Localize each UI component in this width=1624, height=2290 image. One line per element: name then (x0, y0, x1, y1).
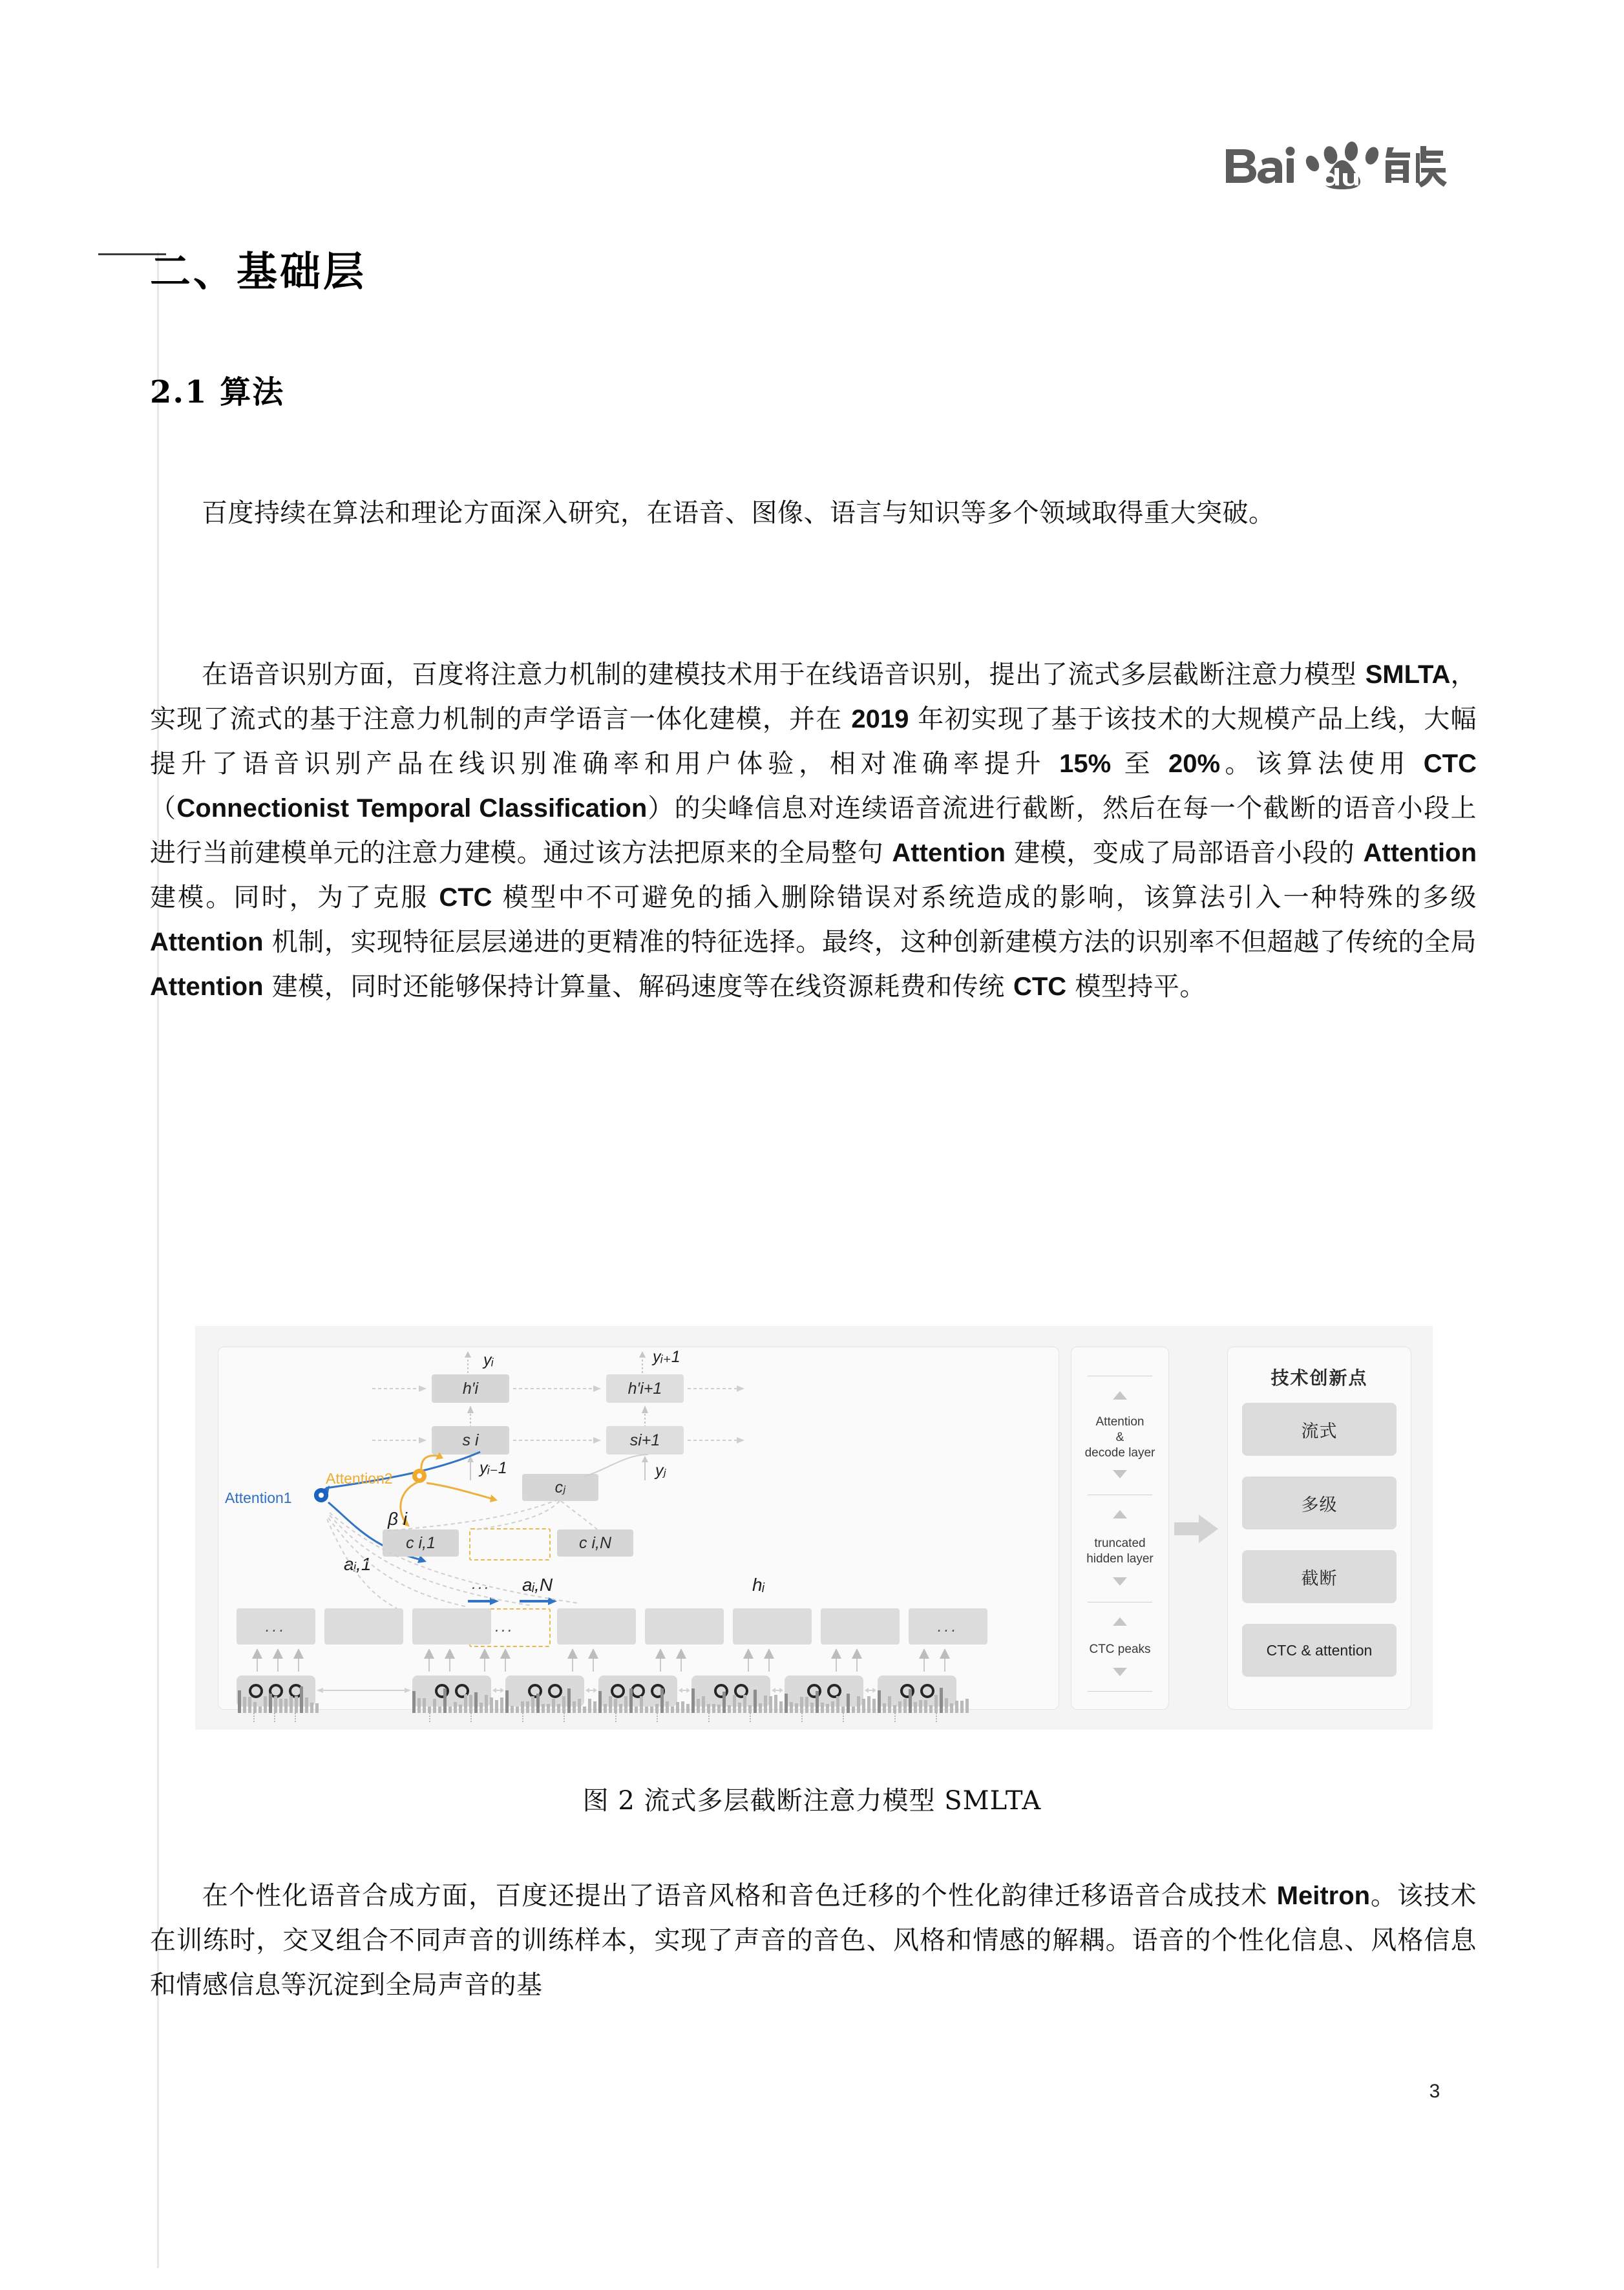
paragraph-text: 百度持续在算法和理论方面深入研究，在语音、图像、语言与知识等多个领域取得重大突破。 (202, 498, 1275, 528)
waveform-bar (841, 1707, 845, 1713)
waveform-bar (562, 1696, 565, 1713)
waveform-bar (516, 1707, 519, 1713)
waveform-bar (934, 1695, 938, 1713)
waveform-bar (697, 1699, 700, 1713)
waveform-bar (748, 1705, 752, 1713)
figure-innovation-panel (1227, 1347, 1411, 1710)
waveform-bar (274, 1696, 277, 1713)
innovation-panel-title: 技术创新点 (1271, 1368, 1368, 1388)
waveform-bar (681, 1701, 684, 1713)
waveform-bar (253, 1702, 257, 1713)
waveform-bar (867, 1696, 870, 1713)
waveform-bar (888, 1696, 891, 1713)
waveform-bar (929, 1705, 933, 1713)
box-c-i-1: c i,1 (383, 1529, 459, 1557)
waveform-bar (903, 1699, 907, 1713)
waveform-bar (640, 1696, 643, 1713)
hidden-box-2 (324, 1608, 403, 1644)
waveform-bar (279, 1699, 282, 1713)
feature-arrows-8 (919, 1648, 950, 1659)
percent-20: 20% (1168, 750, 1221, 778)
hidden-box-7 (821, 1608, 900, 1644)
waveform-bar (547, 1704, 550, 1713)
p2-seg-m: 模型持平。 (1066, 972, 1206, 1002)
year-2019: 2019 (851, 705, 909, 733)
waveform-bar (428, 1707, 431, 1713)
box-h-prime-i: h′i (432, 1374, 509, 1403)
baidu-logo (1225, 139, 1448, 189)
p2-seg-c: 年初实现了基于该技术的大规模产品上线，大幅提升了语音识别产品在线识别准确率和用户体验，相对准确率提升 (150, 704, 1477, 779)
waveform-bar (955, 1701, 958, 1713)
waveform-bar (810, 1703, 814, 1713)
innovation-item-streaming: 流式 (1242, 1403, 1397, 1456)
arrow-down-icon (1113, 1577, 1127, 1586)
waveform-bar (243, 1697, 246, 1713)
layer-divider (1088, 1691, 1152, 1692)
waveform-bar (598, 1691, 602, 1713)
p3-seg-a: 在个性化语音合成方面，百度还提出了语音风格和音色迁移的个性化韵律迁移语音合成技术 (202, 1881, 1277, 1911)
waveform-bar (583, 1707, 586, 1713)
layer-line-1: Attention (1095, 1415, 1144, 1429)
waveform-bar (836, 1696, 839, 1713)
waveform-bar (893, 1705, 896, 1713)
hidden-box-8: ... (909, 1608, 987, 1644)
p2-seg-l: 建模，同时还能够保持计算量、解码速度等在线资源耗费和传统 (263, 972, 1013, 1002)
hidden-box-1: ... (237, 1608, 315, 1644)
waveform-bar (490, 1697, 493, 1713)
waveform-bar (691, 1688, 695, 1713)
waveform-bar (924, 1700, 927, 1713)
waveform-bar (635, 1707, 638, 1713)
waveform-bar (816, 1691, 819, 1713)
waveform-bar (728, 1705, 731, 1713)
label-h-i: hᵢ (752, 1575, 765, 1595)
waveform-bar (686, 1704, 690, 1713)
label-y-i-plus-1: yᵢ₊1 (653, 1348, 680, 1366)
waveform-bar (712, 1704, 715, 1713)
p2-seg-d: 至 (1111, 749, 1169, 779)
arrow-up-icon (1113, 1391, 1127, 1400)
waveform-bar (557, 1704, 560, 1713)
waveform-bar (795, 1703, 798, 1713)
waveform-bar (945, 1698, 948, 1713)
waveform-bar (443, 1688, 447, 1713)
section-heading-level-1: 二、基础层 (150, 247, 366, 295)
feature-arrows-1 (252, 1648, 304, 1659)
innovation-item-truncation: 截断 (1242, 1550, 1397, 1603)
label-a-i-1: aᵢ,1 (344, 1554, 372, 1574)
waveform-bar (754, 1690, 757, 1713)
waveform-bar (624, 1696, 627, 1713)
p2-seg-e: 。该算法使用 (1220, 749, 1424, 779)
percent-15: 15% (1059, 750, 1112, 778)
paragraph-intro (150, 491, 1477, 536)
waveform-bar (305, 1697, 308, 1713)
audio-waveform-left (238, 1682, 319, 1713)
waveform-bar (666, 1701, 669, 1713)
paragraph-speech-recognition (150, 653, 1477, 1009)
waveform-bar (284, 1699, 288, 1713)
waveform-bar (567, 1688, 571, 1713)
waveform-bar (500, 1697, 503, 1713)
waveform-bar (785, 1694, 788, 1713)
term-smlta: SMLTA (1365, 660, 1451, 689)
p3-seg-b: 。该技术在训练时，交叉组合不同声音的训练样本，实现了声音的音色、风格和情感的解耦。语音的个性化信息、风格信息和情感信息等沉淀到全局声音的基 (150, 1881, 1477, 2000)
waveform-bar (919, 1700, 922, 1713)
waveform-bar (702, 1696, 705, 1713)
waveform-bar (898, 1701, 902, 1713)
term-ctc-expansion: Connectionist Temporal Classification (176, 794, 648, 823)
waveform-bar (459, 1705, 462, 1713)
box-s-i: s i (432, 1426, 509, 1455)
attention2-label: Attention2 (326, 1470, 393, 1487)
waveform-bar (290, 1696, 293, 1713)
term-attention-4: Attention (150, 972, 264, 1001)
waveform-bar (604, 1704, 607, 1713)
waveform-bar (759, 1703, 762, 1713)
waveform-bar (733, 1695, 736, 1713)
arrow-up-icon (1113, 1510, 1127, 1518)
waveform-bar (862, 1699, 865, 1713)
waveform-bar (542, 1704, 545, 1713)
waveform-bar (310, 1703, 313, 1713)
waveform-bar (438, 1707, 441, 1713)
waveform-bar (805, 1697, 808, 1713)
waveform-bar (485, 1695, 488, 1713)
attention1-label: Attention1 (225, 1489, 292, 1506)
waveform-bar (448, 1707, 452, 1713)
term-ctc-1: CTC (1423, 750, 1477, 778)
term-meitron: Meitron (1276, 1882, 1371, 1910)
waveform-bar (433, 1699, 436, 1713)
layer-line-4: truncated (1094, 1537, 1146, 1550)
waveform-bar (295, 1696, 298, 1713)
waveform-bar (847, 1694, 850, 1713)
waveform-bar (950, 1703, 953, 1713)
box-h-prime-i-plus-1: h′i+1 (606, 1374, 684, 1403)
waveform-bar (800, 1697, 803, 1713)
label-y-i-minus-1: yᵢ₋1 (480, 1459, 507, 1477)
feature-arrows-6 (743, 1648, 774, 1659)
waveform-bar (531, 1696, 534, 1713)
arrow-up-icon (1113, 1617, 1127, 1626)
p2-seg-a: 在语音识别方面，百度将注意力机制的建模技术用于在线语音识别，提出了流式多层截断注意力模型 (202, 660, 1366, 689)
waveform-bar (619, 1704, 622, 1713)
figure-caption: 图 2 流式多层截断注意力模型 SMLTA (582, 1786, 1042, 1816)
waveform-bar (831, 1701, 834, 1713)
waveform-bar (454, 1702, 457, 1713)
feature-arrows-2 (424, 1648, 455, 1659)
p2-seg-h: 建模，变成了局部语音小段的 (1005, 838, 1364, 868)
waveform-bar (764, 1696, 767, 1713)
waveform-bar (940, 1688, 943, 1713)
waveform-bar (821, 1703, 824, 1713)
page-number: 3 (1429, 2081, 1440, 2102)
waveform-bar (412, 1691, 416, 1713)
flow-arrow-icon (1174, 1513, 1219, 1544)
arrow-down-icon (1113, 1470, 1127, 1478)
waveform-bar (609, 1696, 612, 1713)
waveform-bar (495, 1700, 498, 1713)
waveform-bar (614, 1699, 617, 1713)
arrow-down-icon (1113, 1668, 1127, 1676)
waveform-bar (511, 1706, 514, 1713)
paragraph-speech-synthesis (150, 1874, 1477, 2008)
section-heading-level-2: 2.1 算法 (150, 374, 285, 410)
innovation-item-multilevel: 多级 (1242, 1476, 1397, 1529)
p2-seg-k: 机制，实现特征层层递进的更精准的特征选择。最终，这种创新建模方法的识别率不但超越了传统的全局 (263, 927, 1477, 957)
waveform-bar (852, 1707, 855, 1713)
p2-seg-g: ）的尖峰信息对连续语音流进行截断，然后在每一个截断的语音小段上进行当前建模单元的注意力建模。通过该方法把原来的全局整句 (150, 793, 1477, 868)
ellipsis-mid: ... (472, 1575, 491, 1593)
layer-line-5: hidden layer (1086, 1552, 1154, 1566)
layer-line-6: CTC peaks (1089, 1643, 1151, 1656)
layer-label-truncated-hidden (1071, 1536, 1168, 1567)
waveform-bar (573, 1701, 576, 1713)
feature-arrows-3 (480, 1648, 511, 1659)
hidden-box-3 (412, 1608, 491, 1644)
waveform-bar (258, 1707, 262, 1713)
waveform-bar (774, 1695, 777, 1713)
waveform-bar (671, 1707, 674, 1713)
waveform-bar (469, 1695, 472, 1713)
waveform-bar (779, 1701, 783, 1713)
waveform-bar (588, 1699, 591, 1713)
feature-arrows-4 (567, 1648, 598, 1659)
term-attention-1: Attention (892, 839, 1006, 867)
label-y-i: yᵢ (483, 1351, 494, 1369)
waveform-bar (552, 1699, 555, 1713)
p2-seg-b: ，实现了流式的基于注意力机制的声学语言一体化建模，并在 (150, 660, 1477, 734)
waveform-bar (238, 1690, 241, 1713)
term-attention-2: Attention (1363, 839, 1477, 867)
feature-arrows-5 (655, 1648, 686, 1659)
waveform-bar (629, 1688, 633, 1713)
waveform-bar (645, 1707, 648, 1713)
waveform-bar (505, 1690, 509, 1713)
waveform-bar (526, 1701, 529, 1713)
term-ctc-2: CTC (439, 883, 492, 912)
label-y-j: yⱼ (655, 1462, 666, 1480)
figure-layer-stack-panel (1071, 1347, 1169, 1710)
label-beta-i: β i (388, 1509, 407, 1529)
waveform-bar (248, 1697, 251, 1713)
ellipsis-dashed: ... (495, 1617, 514, 1635)
waveform-bar (743, 1695, 746, 1713)
p2-seg-i: 建模。同时，为了克服 (150, 883, 439, 912)
waveform-bar (464, 1694, 467, 1713)
hidden-box-6 (733, 1608, 812, 1644)
waveform-bar (423, 1698, 426, 1713)
feature-arrows-7 (831, 1648, 862, 1659)
waveform-bar (769, 1696, 772, 1713)
layer-line-2: & (1115, 1431, 1124, 1444)
waveform-bar (650, 1707, 653, 1713)
box-c-i-N: c i,N (557, 1529, 633, 1557)
waveform-bar (315, 1703, 319, 1713)
waveform-bar (960, 1701, 964, 1713)
term-ctc-3: CTC (1013, 972, 1067, 1001)
waveform-bar (269, 1694, 272, 1713)
waveform-bar (660, 1688, 664, 1713)
waveform-bar (707, 1704, 710, 1713)
hidden-box-4 (557, 1608, 636, 1644)
p2-seg-f: （ (150, 793, 177, 823)
waveform-bar (521, 1701, 524, 1713)
hidden-box-5 (645, 1608, 724, 1644)
waveform-bar (417, 1698, 421, 1713)
waveform-bar (857, 1696, 860, 1713)
box-s-i-plus-1: si+1 (606, 1426, 684, 1455)
waveform-bar (480, 1703, 483, 1713)
waveform-bar (578, 1699, 581, 1713)
waveform-bar (826, 1704, 829, 1713)
waveform-bar (717, 1705, 721, 1713)
waveform-bar (883, 1703, 886, 1713)
waveform-bar (474, 1692, 478, 1713)
innovation-item-ctc-attention: CTC & attention (1242, 1624, 1397, 1677)
waveform-bar (872, 1699, 876, 1713)
figure-smlta-architecture (195, 1326, 1433, 1730)
layer-line-3: decode layer (1084, 1446, 1155, 1460)
label-a-i-N: aᵢ,N (522, 1575, 553, 1595)
waveform-bar (909, 1689, 912, 1713)
layer-label-ctc-peaks (1071, 1642, 1168, 1657)
waveform-bar (965, 1699, 969, 1713)
layer-label-attention-decode (1071, 1414, 1168, 1461)
figure-main-panel (218, 1347, 1059, 1710)
waveform-bar (914, 1702, 917, 1713)
audio-waveform-right (412, 1682, 969, 1713)
waveform-bar (722, 1692, 726, 1713)
waveform-bar (676, 1702, 679, 1713)
waveform-bar (300, 1686, 303, 1713)
waveform-bar (878, 1690, 881, 1713)
waveform-bar (738, 1703, 741, 1713)
waveform-bar (536, 1694, 540, 1713)
waveform-bar (593, 1701, 596, 1713)
box-c-j: cⱼ (522, 1474, 598, 1501)
waveform-bar (264, 1696, 267, 1713)
p2-seg-j: 模型中不可避免的插入删除错误对系统造成的影响，该算法引入一种特殊的多级 (492, 883, 1477, 912)
term-attention-3: Attention (150, 928, 264, 956)
waveform-bar (790, 1702, 793, 1713)
waveform-bar (655, 1704, 659, 1713)
